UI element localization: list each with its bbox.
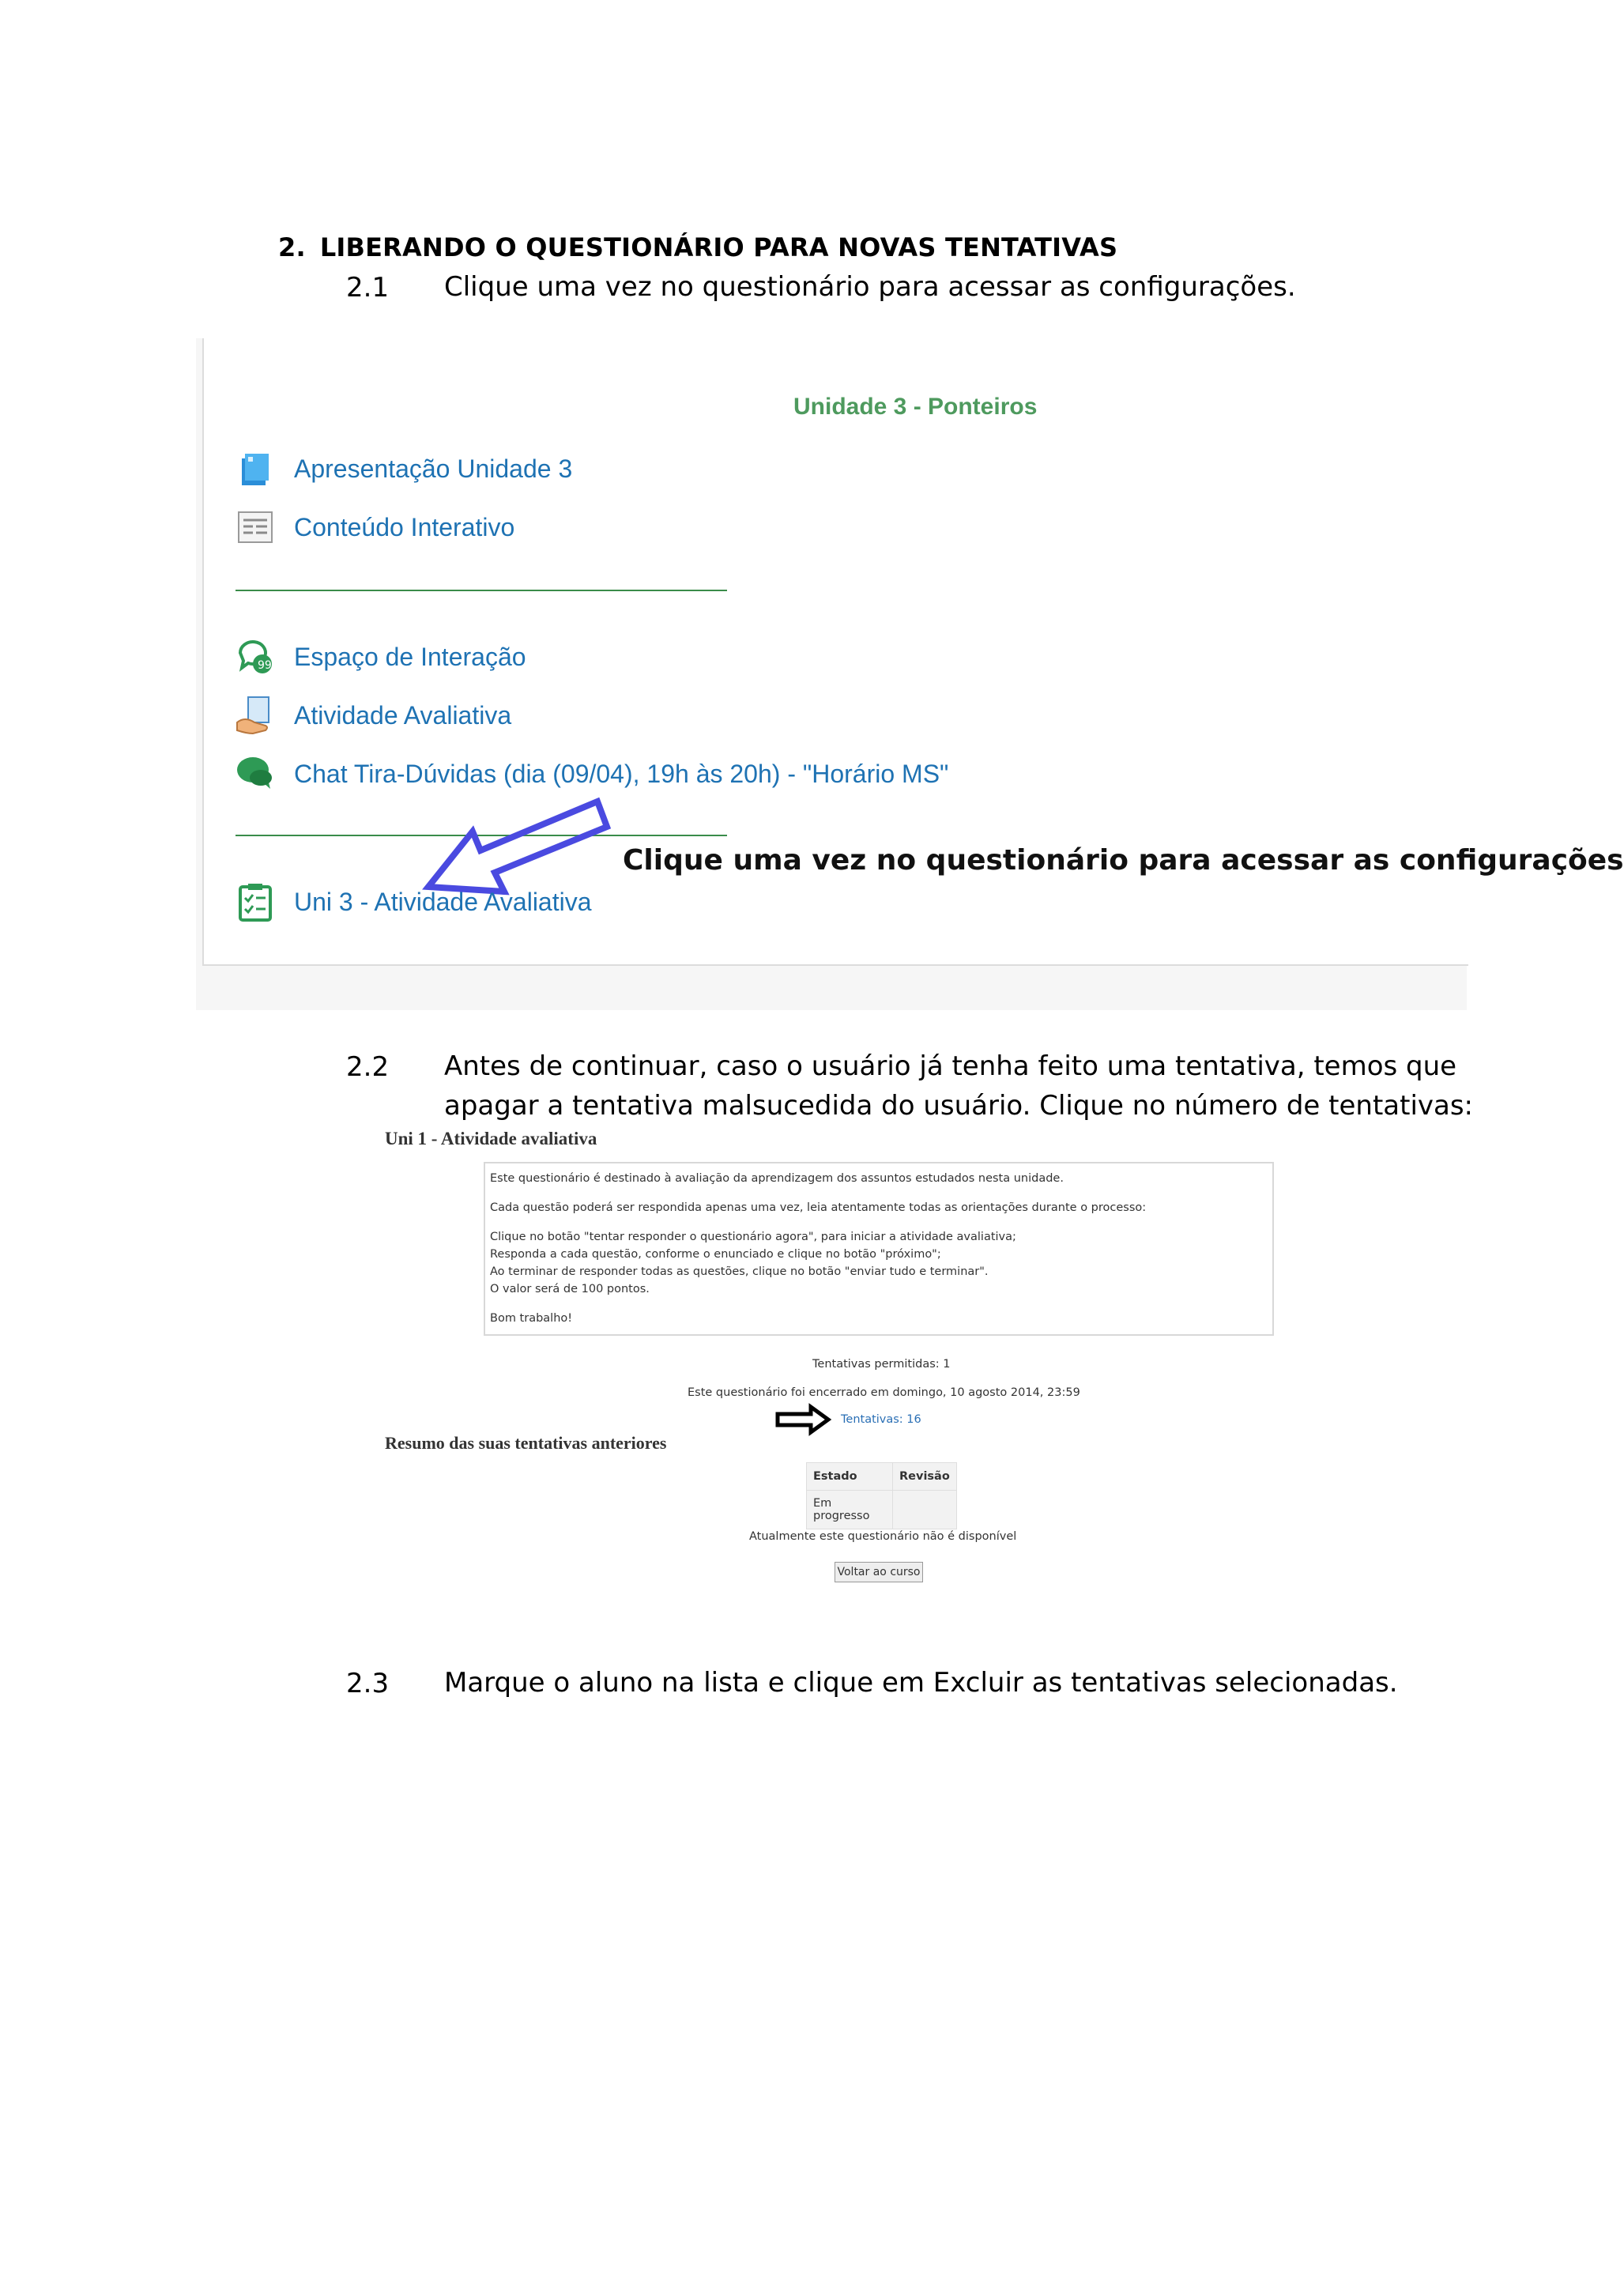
quiz-intro-box xyxy=(484,1162,1274,1336)
attempts-allowed: Tentativas permitidas: 1 xyxy=(812,1358,951,1371)
quiz-title: Uni 1 - Atividade avaliativa xyxy=(385,1129,597,1148)
table-row xyxy=(807,1491,957,1529)
step-text: Clique uma vez no questionário para acessar as configurações. xyxy=(444,271,1296,303)
activity-atividade-avaliativa[interactable] xyxy=(235,696,511,735)
section-heading xyxy=(278,232,1117,262)
callout-text: Clique uma vez no questionário para acessar as configurações xyxy=(623,844,1624,877)
svg-text:99: 99 xyxy=(258,659,272,672)
activity-apresentacao[interactable] xyxy=(235,449,572,488)
table-cell: Em progresso xyxy=(807,1491,893,1529)
step-text: Marque o aluno na lista e clique em Excluir as tentativas selecionadas. xyxy=(444,1667,1398,1699)
intro-line: Clique no botão "tentar responder o questionário agora", para iniciar a atividade avaliativa; xyxy=(490,1231,1016,1243)
step-text: Antes de continuar, caso o usuário já tenha feito uma tentativa, temos que xyxy=(444,1050,1457,1082)
quiz-icon xyxy=(235,882,275,922)
activity-label: Apresentação Unidade 3 xyxy=(294,454,573,483)
forum-icon xyxy=(235,637,275,677)
section-divider xyxy=(235,590,727,591)
chat-icon xyxy=(235,754,275,794)
activity-chat[interactable] xyxy=(235,754,948,794)
step-text: apagar a tentativa malsucedida do usuário. Clique no número de tentativas: xyxy=(444,1090,1474,1122)
section-title: LIBERANDO O QUESTIONÁRIO PARA NOVAS TENTATIVAS xyxy=(319,232,1118,262)
activity-label: Conteúdo Interativo xyxy=(294,512,515,541)
intro-line: O valor será de 100 pontos. xyxy=(490,1283,650,1295)
book-icon xyxy=(235,449,275,488)
activity-espaco-interacao[interactable] xyxy=(235,637,526,677)
unavailable-text: Atualmente este questionário não é disponível xyxy=(749,1530,1017,1543)
activity-quiz[interactable] xyxy=(235,882,592,922)
step-number: 2.3 xyxy=(346,1668,390,1699)
intro-line: Cada questão poderá ser respondida apenas uma vez, leia atentamente todas as orientações durante o processo: xyxy=(490,1201,1147,1214)
intro-line: Ao terminar de responder todas as questões, clique no botão "enviar tudo e terminar". xyxy=(490,1265,989,1278)
course-section-panel xyxy=(202,338,1624,966)
activity-label: Espaço de Interação xyxy=(294,642,526,671)
page-icon xyxy=(235,507,275,547)
attempts-link[interactable]: Tentativas: 16 xyxy=(841,1413,921,1426)
section-number: 2. xyxy=(278,232,306,262)
summary-heading: Resumo das suas tentativas anteriores xyxy=(385,1433,667,1453)
activity-label: Atividade Avaliativa xyxy=(294,700,512,730)
activity-label: Chat Tira-Dúvidas (dia (09/04), 19h às 20h) - "Horário MS" xyxy=(294,759,949,788)
table-header: Estado xyxy=(807,1463,893,1491)
course-page-screenshot xyxy=(196,338,1624,1010)
assignment-icon xyxy=(235,696,275,735)
right-arrow-icon xyxy=(774,1404,831,1435)
attempts-table xyxy=(806,1462,957,1529)
step-number: 2.1 xyxy=(346,272,390,304)
intro-line: Este questionário é destinado à avaliação da aprendizagem dos assuntos estudados nesta unidade. xyxy=(490,1172,1064,1185)
intro-line: Bom trabalho! xyxy=(490,1312,573,1325)
quiz-page-screenshot xyxy=(303,1122,1323,1597)
step-number: 2.2 xyxy=(346,1051,390,1083)
back-to-course-button[interactable]: Voltar ao curso xyxy=(835,1562,923,1582)
table-header: Revisão xyxy=(893,1463,957,1491)
intro-line: Responda a cada questão, conforme o enunciado e clique no botão "próximo"; xyxy=(490,1248,941,1261)
table-header-row xyxy=(807,1463,957,1491)
activity-conteudo[interactable] xyxy=(235,507,514,547)
unit-title: Unidade 3 - Ponteiros xyxy=(793,394,1038,420)
activity-label: Uni 3 - Atividade Avaliativa xyxy=(294,887,592,916)
table-cell xyxy=(893,1491,957,1529)
quiz-closed-text: Este questionário foi encerrado em domingo, 10 agosto 2014, 23:59 xyxy=(688,1386,1080,1399)
